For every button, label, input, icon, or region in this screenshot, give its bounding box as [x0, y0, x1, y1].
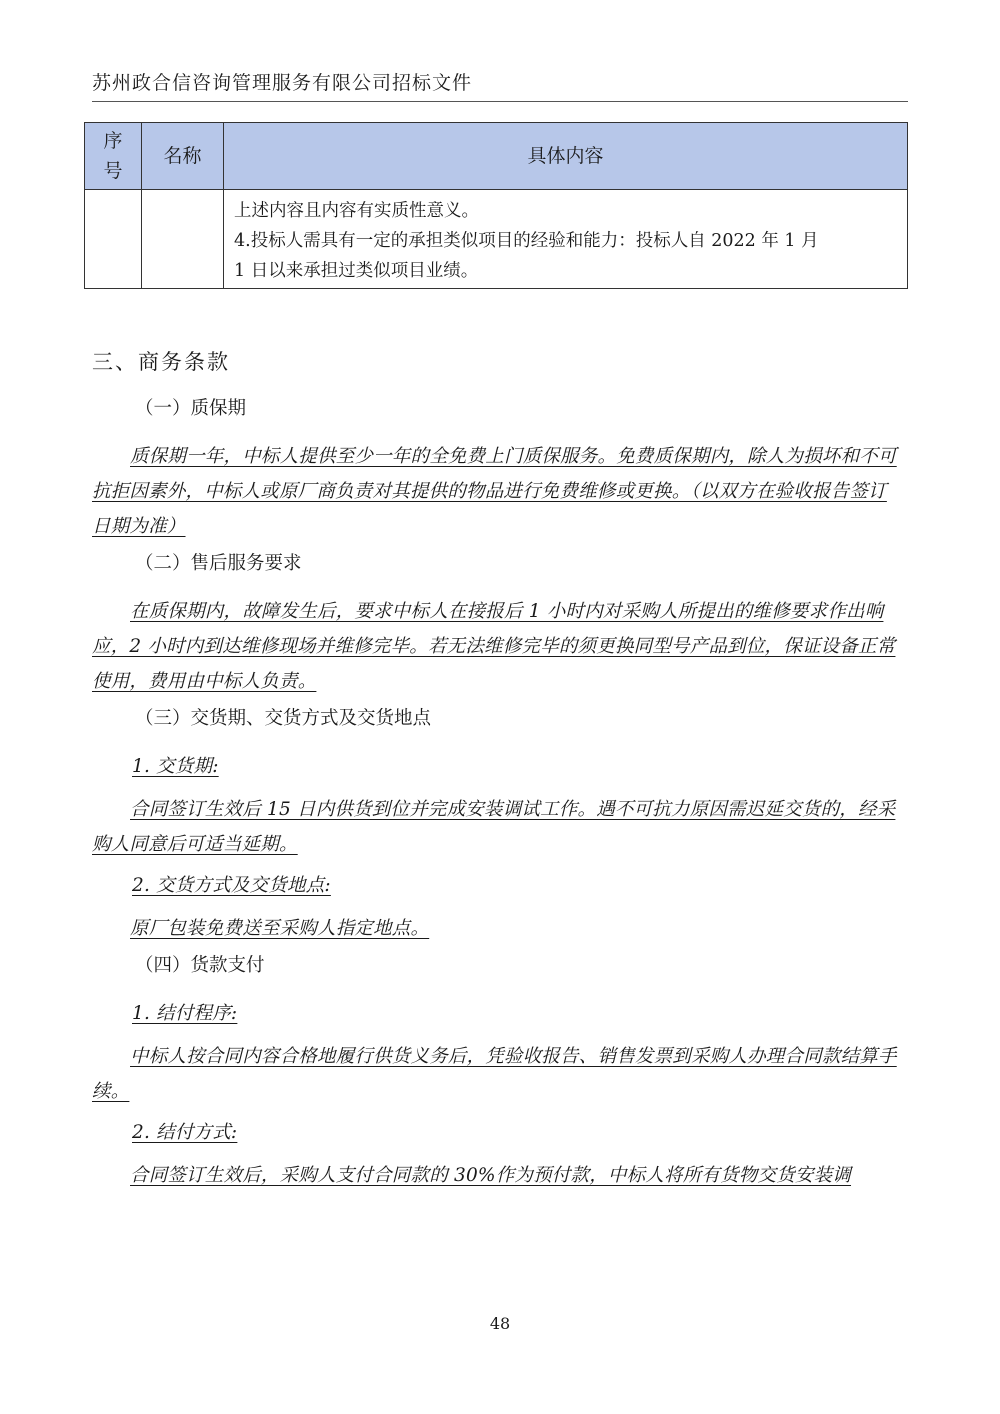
column-header-name: 名称 [142, 123, 224, 190]
item-label: 1. 结付程序: [132, 1003, 238, 1024]
content-line: 4.投标人需具有一定的承担类似项目的经验和能力：投标人自 2022 年 1 月 [234, 231, 819, 251]
content-line: 上述内容且内容有实质性意义。 [234, 201, 479, 221]
cell-index [85, 190, 142, 289]
section-title: 三、商务条款 [92, 350, 230, 374]
paragraph: 在质保期内，故障发生后，要求中标人在接报后 1 小时内对采购人所提出的维修要求作出响应，2 小时内到达维修现场并维修完毕。若无法维修完毕的须更换同型号产品到位，保证设备正常使用，费用由中标人负责。 [92, 601, 896, 692]
paragraph: 原厂包装免费送至采购人指定地点。 [130, 918, 430, 939]
paragraph: 中标人按合同内容合格地履行供货义务后，凭验收报告、销售发票到采购人办理合同款结算手续。 [92, 1046, 897, 1102]
section-body [92, 395, 902, 1199]
column-header-index: 序号 [85, 123, 142, 190]
cell-content [224, 190, 908, 289]
item-label: 2. 交货方式及交货地点: [132, 875, 331, 896]
subsection-heading: （三）交货期、交货方式及交货地点 [135, 708, 432, 729]
cell-name [142, 190, 224, 289]
paragraph: 质保期一年，中标人提供至少一年的全免费上门质保服务。免费质保期内，除人为损坏和不可抗拒因素外，中标人或原厂商负责对其提供的物品进行免费维修或更换。（以双方在验收报告签订日期为准） [92, 446, 897, 537]
item-label: 2. 结付方式: [132, 1122, 238, 1143]
subsection-heading: （二）售后服务要求 [135, 553, 302, 574]
item-label: 1. 交货期: [132, 756, 219, 777]
column-header-content: 具体内容 [224, 123, 908, 190]
content-line: 1 日以来承担过类似项目业绩。 [234, 261, 479, 281]
subsection-heading: （四）货款支付 [135, 955, 265, 976]
paragraph: 合同签订生效后 15 日内供货到位并完成安装调试工作。遇不可抗力原因需迟延交货的，经采购人同意后可适当延期。 [92, 799, 896, 855]
paragraph: 合同签订生效后，采购人支付合同款的 30%作为预付款，中标人将所有货物交货安装调 [130, 1165, 852, 1186]
page-header: 苏州政合信咨询管理服务有限公司招标文件 [92, 68, 908, 102]
subsection-heading: （一）质保期 [135, 398, 247, 419]
table-row [85, 190, 908, 289]
page-number: 48 [489, 1314, 511, 1333]
requirements-table [84, 122, 908, 289]
table-header-row [85, 123, 908, 190]
